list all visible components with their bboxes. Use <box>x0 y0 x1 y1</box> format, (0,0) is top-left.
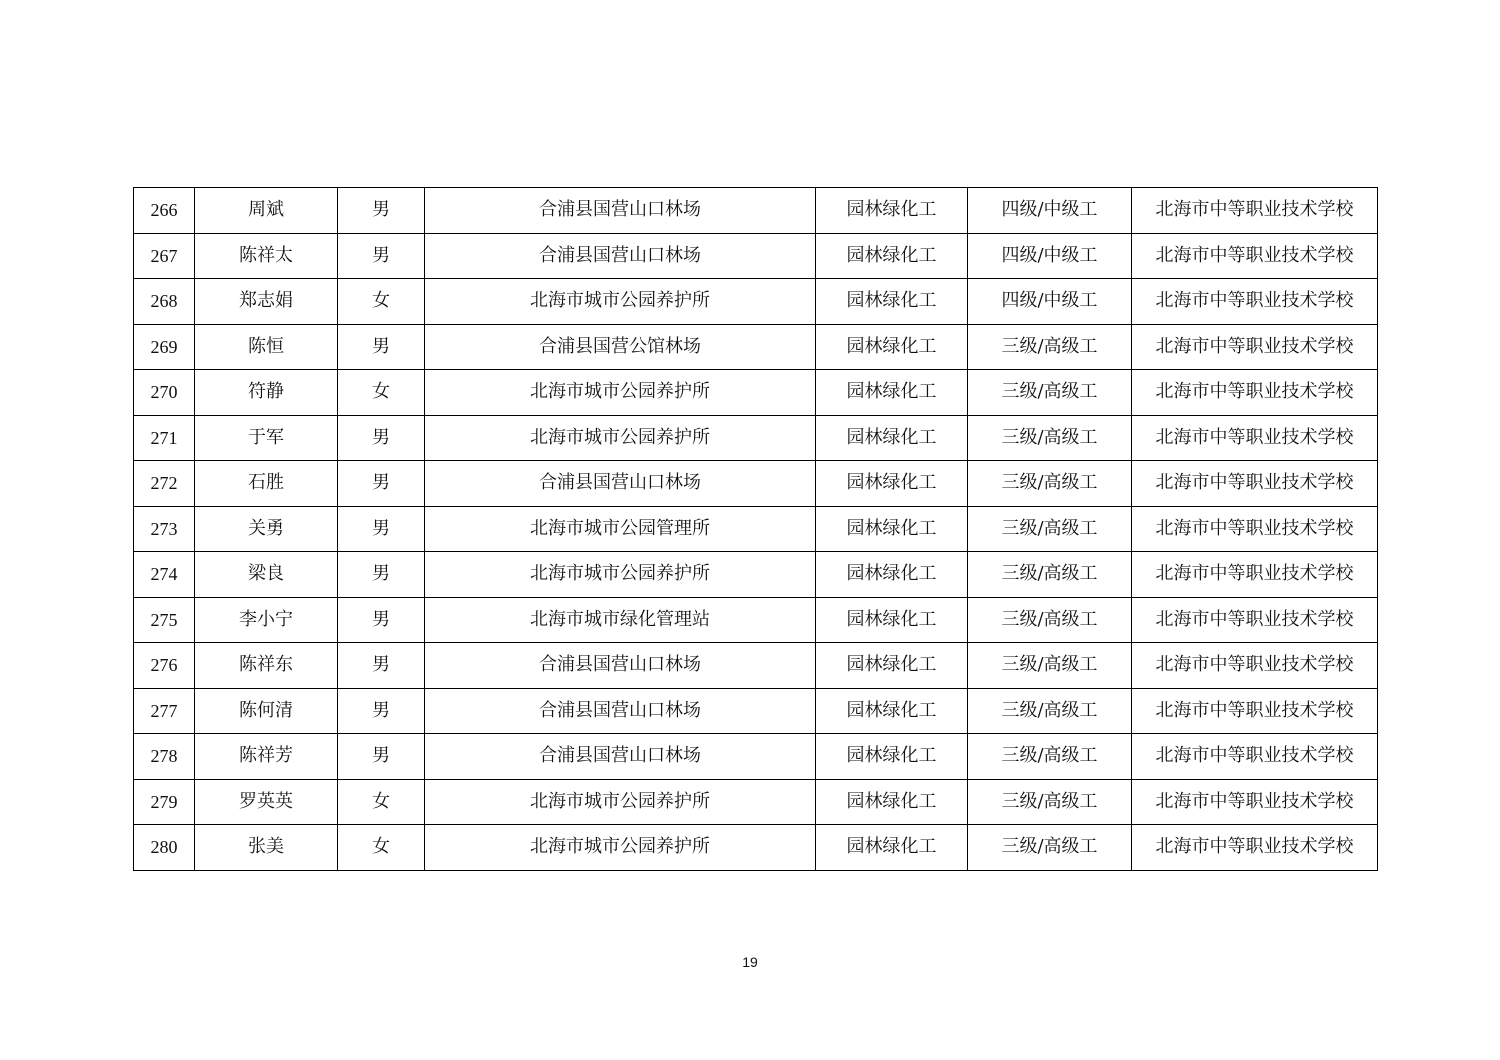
cell-occupation: 园林绿化工 <box>816 825 968 871</box>
cell-occupation: 园林绿化工 <box>816 552 968 598</box>
table-row <box>134 506 1378 552</box>
cell-institution: 北海市中等职业技术学校 <box>1132 597 1378 643</box>
cell-level: 三级/高级工 <box>968 461 1132 507</box>
cell-employer: 合浦县国营山口林场 <box>425 188 816 234</box>
cell-number: 273 <box>134 506 195 552</box>
cell-number: 272 <box>134 461 195 507</box>
cell-employer: 合浦县国营山口林场 <box>425 688 816 734</box>
cell-employer: 合浦县国营山口林场 <box>425 233 816 279</box>
cell-institution: 北海市中等职业技术学校 <box>1132 506 1378 552</box>
cell-gender: 男 <box>338 597 425 643</box>
cell-name: 石胜 <box>195 461 338 507</box>
cell-institution: 北海市中等职业技术学校 <box>1132 643 1378 689</box>
cell-level: 三级/高级工 <box>968 643 1132 689</box>
cell-occupation: 园林绿化工 <box>816 279 968 325</box>
cell-gender: 男 <box>338 461 425 507</box>
cell-number: 277 <box>134 688 195 734</box>
cell-number: 267 <box>134 233 195 279</box>
cell-number: 266 <box>134 188 195 234</box>
table-row <box>134 779 1378 825</box>
cell-number: 276 <box>134 643 195 689</box>
cell-name: 罗英英 <box>195 779 338 825</box>
cell-occupation: 园林绿化工 <box>816 779 968 825</box>
cell-level: 三级/高级工 <box>968 415 1132 461</box>
page-number: 19 <box>742 954 758 970</box>
cell-level: 三级/高级工 <box>968 597 1132 643</box>
table-row <box>134 415 1378 461</box>
cell-gender: 女 <box>338 279 425 325</box>
cell-employer: 合浦县国营山口林场 <box>425 734 816 780</box>
table-row <box>134 552 1378 598</box>
cell-level: 三级/高级工 <box>968 734 1132 780</box>
cell-level: 三级/高级工 <box>968 825 1132 871</box>
cell-occupation: 园林绿化工 <box>816 734 968 780</box>
cell-level: 三级/高级工 <box>968 324 1132 370</box>
table-row <box>134 324 1378 370</box>
cell-occupation: 园林绿化工 <box>816 233 968 279</box>
cell-gender: 女 <box>338 370 425 416</box>
cell-occupation: 园林绿化工 <box>816 370 968 416</box>
cell-institution: 北海市中等职业技术学校 <box>1132 279 1378 325</box>
cell-name: 梁良 <box>195 552 338 598</box>
cell-level: 四级/中级工 <box>968 279 1132 325</box>
cell-employer: 北海市城市公园养护所 <box>425 370 816 416</box>
cell-number: 270 <box>134 370 195 416</box>
cell-gender: 女 <box>338 779 425 825</box>
cell-level: 三级/高级工 <box>968 506 1132 552</box>
cell-institution: 北海市中等职业技术学校 <box>1132 233 1378 279</box>
cell-number: 274 <box>134 552 195 598</box>
cell-employer: 合浦县国营公馆林场 <box>425 324 816 370</box>
cell-gender: 男 <box>338 506 425 552</box>
cell-institution: 北海市中等职业技术学校 <box>1132 779 1378 825</box>
cell-name: 关勇 <box>195 506 338 552</box>
cell-occupation: 园林绿化工 <box>816 188 968 234</box>
table-row <box>134 734 1378 780</box>
cell-institution: 北海市中等职业技术学校 <box>1132 734 1378 780</box>
cell-gender: 男 <box>338 415 425 461</box>
roster-table-body <box>134 188 1378 871</box>
cell-level: 四级/中级工 <box>968 233 1132 279</box>
cell-number: 279 <box>134 779 195 825</box>
cell-name: 李小宁 <box>195 597 338 643</box>
cell-employer: 北海市城市公园养护所 <box>425 552 816 598</box>
cell-employer: 北海市城市公园养护所 <box>425 279 816 325</box>
cell-name: 郑志娟 <box>195 279 338 325</box>
cell-level: 三级/高级工 <box>968 552 1132 598</box>
table-row <box>134 188 1378 234</box>
cell-institution: 北海市中等职业技术学校 <box>1132 324 1378 370</box>
cell-name: 符静 <box>195 370 338 416</box>
cell-gender: 男 <box>338 233 425 279</box>
cell-institution: 北海市中等职业技术学校 <box>1132 415 1378 461</box>
cell-institution: 北海市中等职业技术学校 <box>1132 461 1378 507</box>
cell-level: 三级/高级工 <box>968 370 1132 416</box>
cell-employer: 北海市城市公园养护所 <box>425 415 816 461</box>
cell-institution: 北海市中等职业技术学校 <box>1132 552 1378 598</box>
cell-number: 278 <box>134 734 195 780</box>
cell-gender: 男 <box>338 552 425 598</box>
cell-institution: 北海市中等职业技术学校 <box>1132 688 1378 734</box>
cell-occupation: 园林绿化工 <box>816 461 968 507</box>
cell-number: 280 <box>134 825 195 871</box>
cell-number: 275 <box>134 597 195 643</box>
cell-occupation: 园林绿化工 <box>816 597 968 643</box>
table-row <box>134 825 1378 871</box>
cell-gender: 男 <box>338 643 425 689</box>
cell-occupation: 园林绿化工 <box>816 506 968 552</box>
cell-employer: 北海市城市绿化管理站 <box>425 597 816 643</box>
cell-name: 陈祥东 <box>195 643 338 689</box>
cell-employer: 合浦县国营山口林场 <box>425 461 816 507</box>
cell-level: 三级/高级工 <box>968 688 1132 734</box>
cell-name: 张美 <box>195 825 338 871</box>
cell-employer: 北海市城市公园管理所 <box>425 506 816 552</box>
cell-employer: 北海市城市公园养护所 <box>425 825 816 871</box>
cell-number: 268 <box>134 279 195 325</box>
table-row <box>134 688 1378 734</box>
cell-occupation: 园林绿化工 <box>816 324 968 370</box>
cell-institution: 北海市中等职业技术学校 <box>1132 370 1378 416</box>
cell-gender: 男 <box>338 324 425 370</box>
cell-level: 三级/高级工 <box>968 779 1132 825</box>
cell-gender: 男 <box>338 188 425 234</box>
cell-name: 陈何清 <box>195 688 338 734</box>
cell-institution: 北海市中等职业技术学校 <box>1132 188 1378 234</box>
cell-name: 于军 <box>195 415 338 461</box>
cell-employer: 北海市城市公园养护所 <box>425 779 816 825</box>
table-row <box>134 597 1378 643</box>
table-row <box>134 279 1378 325</box>
cell-level: 四级/中级工 <box>968 188 1132 234</box>
table-row <box>134 643 1378 689</box>
table-row <box>134 233 1378 279</box>
cell-gender: 女 <box>338 825 425 871</box>
table-row <box>134 461 1378 507</box>
roster-table <box>133 187 1378 871</box>
cell-occupation: 园林绿化工 <box>816 415 968 461</box>
cell-institution: 北海市中等职业技术学校 <box>1132 825 1378 871</box>
cell-occupation: 园林绿化工 <box>816 688 968 734</box>
cell-name: 周斌 <box>195 188 338 234</box>
cell-number: 269 <box>134 324 195 370</box>
cell-occupation: 园林绿化工 <box>816 643 968 689</box>
cell-number: 271 <box>134 415 195 461</box>
cell-employer: 合浦县国营山口林场 <box>425 643 816 689</box>
cell-name: 陈祥太 <box>195 233 338 279</box>
cell-name: 陈祥芳 <box>195 734 338 780</box>
table-row <box>134 370 1378 416</box>
cell-name: 陈恒 <box>195 324 338 370</box>
cell-gender: 男 <box>338 688 425 734</box>
cell-gender: 男 <box>338 734 425 780</box>
